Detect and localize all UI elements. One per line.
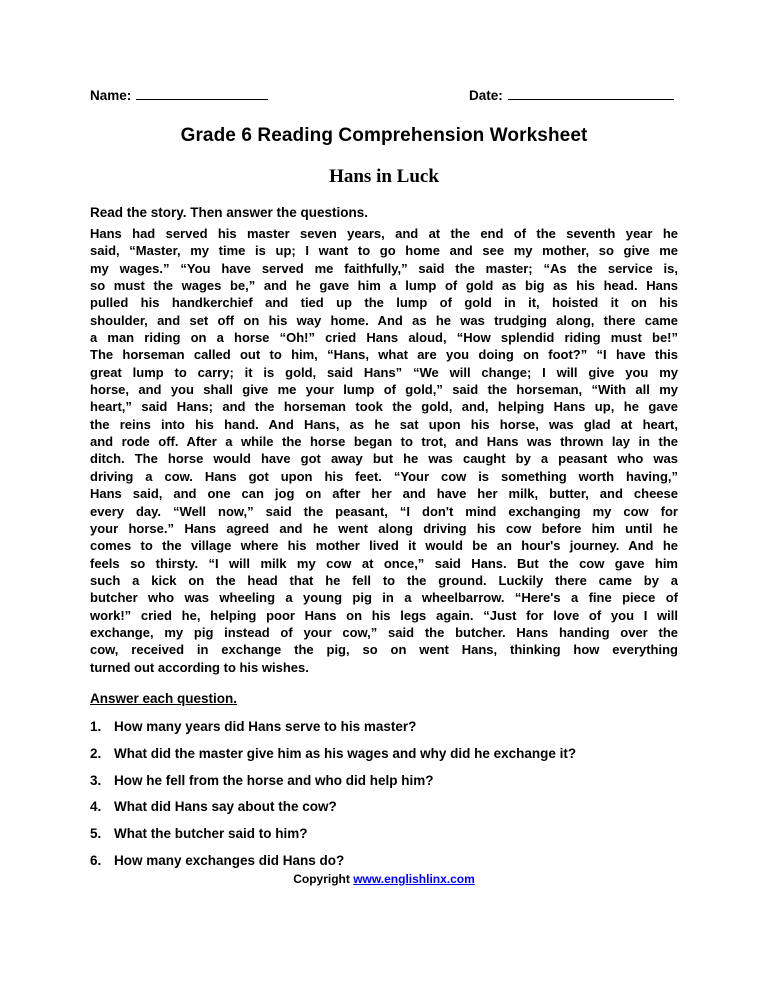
story-line: a man riding on a horse “Oh!” cried Hans aloud, “How splendid riding must be!” xyxy=(90,330,678,346)
story-line: my wages.” “You have served me faithfully,” said the master; “As the service is, xyxy=(90,260,678,276)
story-line: work!” cried he, helping poor Hans on his legs again. “Just for love of you I will xyxy=(90,607,678,623)
question-item xyxy=(90,718,690,735)
name-blank-line xyxy=(136,86,268,100)
answer-heading: Answer each question. xyxy=(90,691,238,706)
question-number: 4. xyxy=(90,799,102,815)
copyright-link[interactable]: www.englishlinx.com xyxy=(353,872,475,886)
story-line: horse, and you shall give me your lump of gold,” said the horseman, “With all my xyxy=(90,382,678,398)
instructions-text: Read the story. Then answer the questions. xyxy=(90,205,369,220)
story-line: every day. “Well now,” said the peasant, “I don't mind exchanging my cow for xyxy=(90,503,678,519)
story-line: driving a cow. Hans got upon his feet. “Your cow is something worth having,” xyxy=(90,468,678,484)
question-item xyxy=(90,798,690,815)
story-line: ditch. The horse would have got away but he was caught by a peasant who was xyxy=(90,451,678,467)
question-text: How many exchanges did Hans do? xyxy=(114,852,345,868)
story-title: Hans in Luck xyxy=(329,166,439,187)
header-row xyxy=(90,86,678,108)
name-label: Name: xyxy=(90,88,132,103)
question-item xyxy=(90,825,690,842)
story-line: heart,” said Hans; and the horseman took the gold, and, helping Hans up, he gave xyxy=(90,399,678,415)
question-number: 1. xyxy=(90,719,102,734)
question-number: 6. xyxy=(90,852,102,868)
worksheet-title: Grade 6 Reading Comprehension Worksheet xyxy=(180,125,588,146)
story-line: Hans said, and one can jog on after her and have her milk, butter, and cheese xyxy=(90,486,678,502)
story-line: cow, received in exchange the pig, so on went Hans, thinking how everything xyxy=(90,642,678,658)
question-text: What the butcher said to him? xyxy=(114,826,308,842)
story-line: shoulder, and set off on his way home. And as he was trudging along, there came xyxy=(90,312,678,328)
story-line: Hans had served his master seven years, and at the end of the seventh year he xyxy=(90,226,678,241)
question-text: What did Hans say about the cow? xyxy=(114,799,337,815)
date-blank-line xyxy=(508,86,674,100)
question-text: What did the master give him as his wages and why did he exchange it? xyxy=(114,745,577,761)
story-line: exchange, my pig instead of your cow,” said the butcher. Hans handing over the xyxy=(90,624,678,640)
story-line: said, “Master, my time is up; I want to go home and see my mother, so give me xyxy=(90,243,678,259)
date-field xyxy=(469,86,674,103)
story-line: pulled his handkerchief and tied up the lump of gold in it, hoisted it on his xyxy=(90,295,678,311)
question-number: 3. xyxy=(90,772,102,788)
story-line: and rode off. After a while the horse began to trot, and Hans was thrown lay in the xyxy=(90,434,678,450)
story-line: butcher who was wheeling a young pig in a wheelbarrow. “Here's a fine piece of xyxy=(90,590,678,606)
story-line: The horseman called out to him, “Hans, what are you doing on foot?” “I have this xyxy=(90,347,678,363)
story-line: great lump to carry; it is gold, said Hans” “We will change; I will give you my xyxy=(90,364,678,380)
story-paragraph xyxy=(90,225,678,676)
question-item xyxy=(90,772,690,789)
question-text: How many years did Hans serve to his master? xyxy=(114,719,417,734)
story-line: turned out according to his wishes. xyxy=(90,659,309,675)
question-item xyxy=(90,745,690,762)
story-line: so must the wages be,” and he gave him a lump of gold as big as his head. Hans xyxy=(90,278,678,294)
name-field xyxy=(90,86,268,103)
question-text: How he fell from the horse and who did help him? xyxy=(114,772,434,788)
date-label: Date: xyxy=(469,88,503,103)
questions-list xyxy=(90,718,690,879)
story-line: the reins into his hand. And Hans, as he sat upon his horse, was glad at heart, xyxy=(90,416,678,432)
story-line: your horse.” Hans agreed and he went along driving his cow before him until he xyxy=(90,520,678,536)
question-item xyxy=(90,852,690,869)
copyright-footer xyxy=(0,872,768,886)
story-line: feels so thirsty. “I will milk my cow at once,” said Hans. But the cow gave him xyxy=(90,555,678,571)
story-line: comes to the village where his mother lived it would be an hour's journey. And he xyxy=(90,538,678,554)
copyright-text: Copyright xyxy=(293,872,350,886)
story-line: such a kick on the head that he fell to the ground. Luckily there came by a xyxy=(90,572,678,588)
question-number: 2. xyxy=(90,745,102,761)
question-number: 5. xyxy=(90,826,102,842)
